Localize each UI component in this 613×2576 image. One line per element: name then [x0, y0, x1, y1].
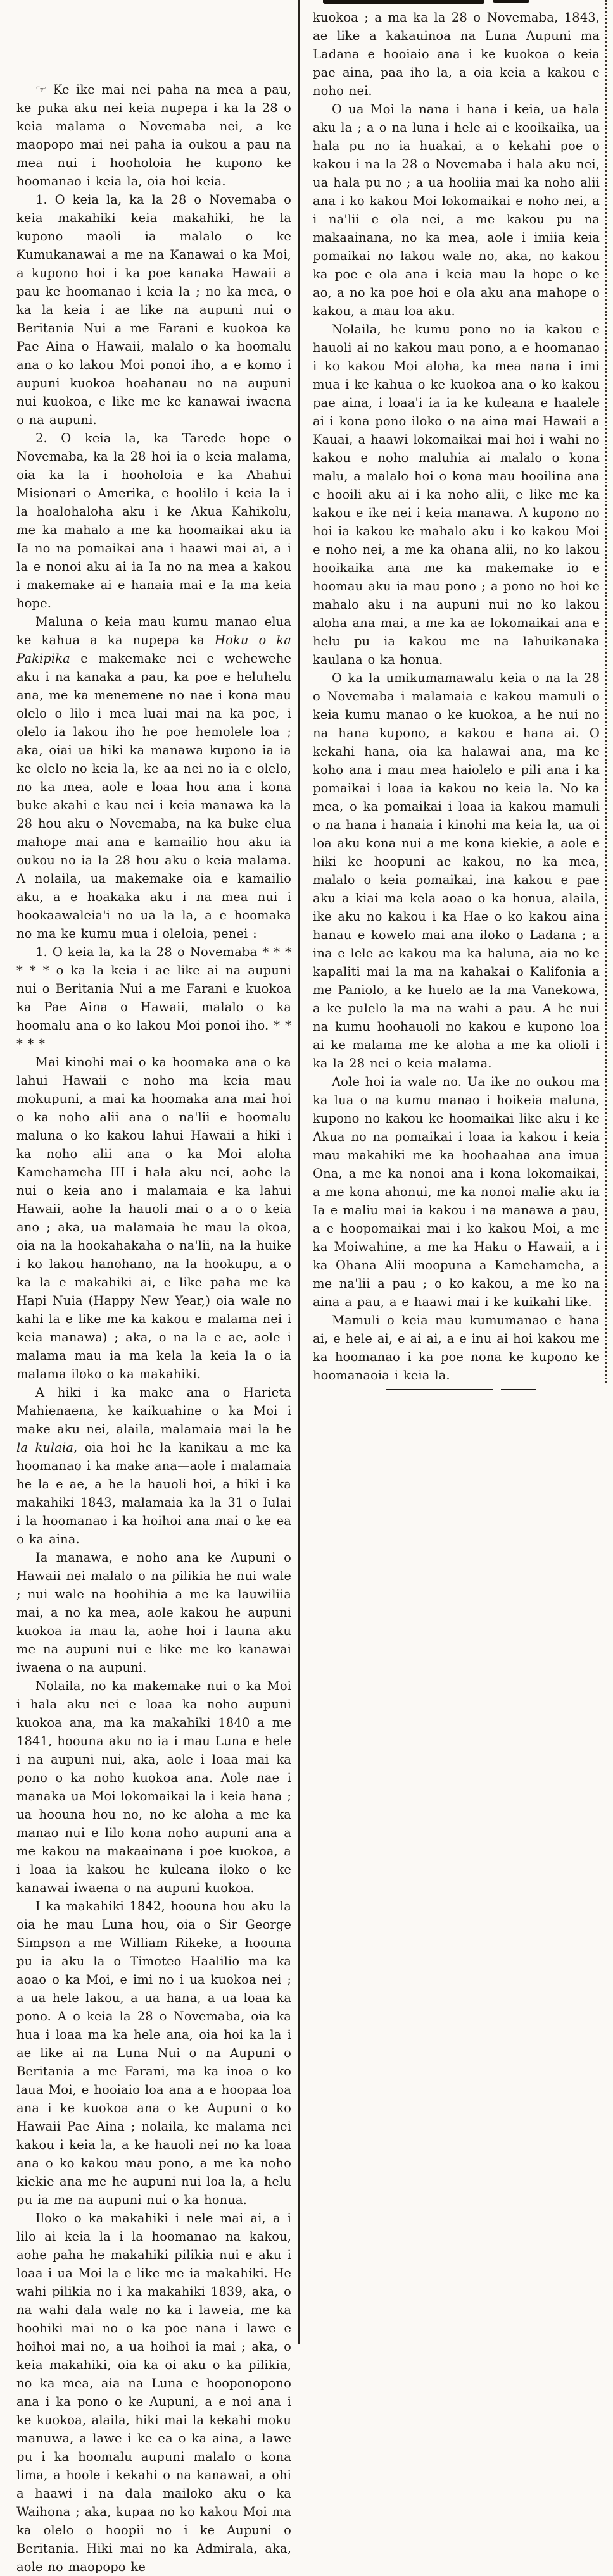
text-run: 1. O keia la, ka la 28 o Novemaba o keia makahiki keia makahiki, he la kupono maoli ia malalo o ke Kumukanawai a me na Kanawai o ka Moi, a kupono hoi i ka poe kanaka Hawaii a pau ke hoomanao i keia la ; no ka mea, o ka la keia i ae like na aupuni nui o Beritania Nui a me Farani e kuokoa ka Pae Aina o Hawaii, malalo o ka hoomalu ana o ko lakou Moi ponoi iho, a e komo i aupuni kuokoa hoahanau no na aupuni nui kuokoa, e like me ke kanawai iwaena o na aupuni. — [16, 192, 291, 427]
rule-segment — [386, 1389, 493, 1390]
text-run: O ka la umikumamawalu keia o na la 28 o Novemaba i malamaia e kakou mamuli o keia kumu manao o ke kuokoa, a he nui no na hana kupono, a kakou e hana ai. O kekahi hana, oia ka halawai ana, ma ke koho ana i mau mea haiolelo e pili ana i ka pomaikai i loaa ia kakou no keia la. No ka mea, o ka pomaikai i loaa ia kakou mamuli o na hana i hanaia i kinohi ma keia la, ua oi loa aku kona nui a me kona kiekie, a aole e hiki ke hoopuni ae kakou, no ka mea, malalo o keia pomaikai, ina kakou e pae aku a kiai ma kela aoao o ka honua, alaila, ike aku no kakou i ka Hae o ko kakou aina hanau e kowelo mai ana iloko o Ladana ; a ina e lele ae kakou ma ka haluna, aia no ke kapaliti mai la ma na kahakai o Kalifonia a me Paniolo, a ke huelo ae la ma Vanekowa, a ke pulelo la ma na wahi a pau. A he nui na kumu hoohauoli no kakou e kupono loa ai ke malama me ke aloha a me ka olioli i ka la 28 nei o keia malama. — [313, 671, 600, 1071]
paragraph — [16, 1383, 291, 1548]
column-divider-rule — [298, 0, 300, 2344]
text-run: e makemake nei e wehewehe aku i na kanaka a pau, ka poe e heluhelu ana, me ka menemene no nae i kona mau olelo o lilo i mea luai mai na ka poe, i olelo ia lakou iho he poe hemolele loa ; aka, oiai ua hiki ka manawa kupono ia ia ke olelo no keia la, ke aa nei no ia e olelo, no ka mea, aole e loaa hou ana i kona buke akahi e kau nei i keia manawa ka la 28 hou aku o Novemaba, na ka buke elua mahope mai ana e kamailio hou aku ia oukou no ia la 28 hou aku o keia malama. A nolaila, ua makemake oia e kamailio aku, a e hoakaka aku i na mea nui i hookaawaleia'i no ua la la, a e hoomaka no ma ke kumu mua i oleloia, penei : — [16, 651, 291, 941]
paragraph — [16, 613, 291, 943]
text-run: 1. O keia la, ka la 28 o Novemaba * * * * * * o ka la keia i ae like ai na aupuni nui o Beritania Nui a me Farani e kuokoa ka Pae Aina o Hawaii, malalo o ka hoomalu ana o ko lakou Moi ponoi iho. * * * * * — [16, 945, 291, 1051]
text-run: , oia hoi he la kanikau a me ka hoomanao i ka make ana—aole i malamaia he la e ae, a he la hauoli hoi, a hiki i ka makahiki 1843, malamaia ka la 31 o Iulai i la hoomanao i ka hoihoi ana mai o ke ea o ka aina. — [16, 1440, 292, 1546]
paragraph — [16, 1053, 291, 1383]
clipped-text-fragment — [323, 0, 484, 4]
paragraph — [16, 2209, 291, 2576]
paragraph — [313, 1073, 600, 1311]
text-run: Maluna o keia mau kumu manao elua ke kahua a ka nupepa ka — [16, 614, 291, 647]
text-run: kuokoa ; a ma ka la 28 o Novemaba, 1843, ae like a kakauinoa na Luna Aupuni ma Ladana e hooiaio ana i ke kuokoa o keia pae aina, paa iho la, a oia keia a kakou e noho nei. — [313, 10, 600, 98]
text-run: Nolaila, no ka makemake nui o ka Moi i hala aku nei e loaa ka noho aupuni kuokoa ana, ma ka makahiki 1840 a me 1841, hoouna aku no ia i mau Luna e hele i na aupuni nui, aka, aole i loaa mai ka pono o ka noho kuokoa ana. Aole nae i manaka ua Moi lokomaikai la i keia hana ; ua hoouna hou no, no ke aloha a me ka manao nui e lilo kona noho aupuni ana a me kakou na makaainana i poe kuokoa, a i loaa ia kakou he kuleana iloko o ke kanawai iwaena o na aupuni kuokoa. — [16, 1679, 291, 1895]
text-run: Mai kinohi mai o ka hoomaka ana o ka lahui Hawaii e noho ma keia mau mokupuni, a mai ka hoomaka ana mai hoi o ka noho alii ana o na'lii e hoomalu maluna o ko kakou lahui Hawaii a hiki i ka noho alii ana o ka Moi aloha Kamehameha III i hala aku nei, aohe la nui o keia ano i malamaia e ka lahui Hawaii, aohe la hauoli mai o a o o keia ano ; aka, ua malamaia he mau la okoa, oia na la hookahakaha o na'lii, na la huike i ko lakou hanohano, na la hookupu, a o ka la e makahiki ai, e like paha me ka Hapi Nuia (Happy New Year,) oia wale no kahi la e like me ka kakou e malama nei i keia manawa) ; aka, o na la e ae, aole i malama mau ia ma kela la keia la o ia malama iloko o ka makahiki. — [16, 1055, 291, 1381]
text-run: Mamuli o keia mau kumumanao e hana ai, e hele ai, e ai ai, a e inu ai hoi kakou me ka hoomanao i ka poe nona ke kupono ke hoomanaoia i keia la. — [313, 1313, 600, 1383]
paragraph — [313, 320, 600, 669]
text-run: I ka makahiki 1842, hoouna hou aku la oia he mau Luna hou, oia o Sir George Simpson a me William Rikeke, a hoouna pu ia aku la o Timoteo Haalilio ma ka aoao o ka Moi, e imi no i ua kuokoa nei ; a ua hele lakou, a ua hana, a ua loaa ka pono. A o keia la 28 o Novemaba, oia ka hua i loaa ma ka hele ana, oia hoi ka la i ae like ai na Luna Nui o na Aupuni o Beritania a me Farani, ma ka inoa o ko laua Moi, e hooiaio loa ana a e hoopaa loa ana i ke kuokoa ana o ke Aupuni o ko Hawaii Pae Aina ; nolaila, ke malama nei kakou i keia la, a ke hauoli nei no ka loaa ana o ko kakou mau pono, a me ka noho kiekie ana me he aupuni nui loa la, a helu pu ia me na aupuni nui o ka honua. — [16, 1899, 291, 2207]
clipped-text-fragment — [493, 0, 529, 3]
text-run: Iloko o ka makahiki i nele mai ai, a i lilo ai keia la i la hoomanao na kakou, aohe paha he makahiki pilikia nui e aku i loaa i ua Moi la e like me ia makahiki. He wahi pilikia no i ka makahiki 1839, aka, o na wahi dala wale no ka i laweia, me ka hoohiki mai no o ka poe nana i lawe e hoihoi mai no, a ua hoihoi ia mai ; aka, o keia makahiki, oia ka oi aku o ka pilikia, no ka mea, aia na Luna e hooponopono ana i ka pono o ke Aupuni, a e noi ana i ke kuokoa, alaila, hiki mai la kekahi moku manuwa, a lawe i ke ea o ka aina, a lawe pu i ka hoomalu aupuni malalo o kona lima, a hoole i kekahi o na kanawai, a ohi a haawi i na dala mailoko aku o ka Waihona ; aka, kupaa no ko kakou Moi ma ka olelo o hoopii no i ke Aupuni o Beritania. Hiki mai no ka Admirala, aka, aole no maopopo ke — [16, 2211, 291, 2574]
paragraph — [313, 1311, 600, 1384]
paragraph — [313, 8, 600, 100]
paragraph — [16, 80, 291, 190]
text-run: 2. O keia la, ka Tarede hope o Novemaba, ka la 28 hoi ia o keia malama, oia ka la i hooholoia e ka Ahahui Misionari o Amerika, e hoolilo i keia la i la hoalohaloha aku i ke Akua Kahikolu, me ka mahalo a me ka hoomaikai aku ia Ia no na pomaikai ana i haawi mai ai, a i la e nonoi aku ai ia Ia no na mea a kakou i makemake ai e hanaia mai e Ia ma keia hope. — [16, 431, 291, 611]
rule-segment — [501, 1389, 536, 1390]
paragraph — [313, 669, 600, 1073]
right-column — [313, 8, 600, 1390]
text-run: Ke ike mai nei paha na mea a pau, ke puka aku nei keia nupepa i ka la 28 o keia malama o Novemaba nei, a ke maopopo mai nei paha ia oukou a pau na mea nui i hooholoia he kupono ke hoomanao i keia la, oia hoi keia. — [16, 82, 291, 189]
right-edge-rule — [605, 0, 607, 1383]
article-end-rule — [386, 1389, 600, 1390]
paragraph — [16, 1677, 291, 1897]
manicule-icon: ☞ — [35, 82, 47, 97]
text-run: Nolaila, he kumu pono no ia kakou e hauoli ai no kakou mau pono, a e hoomanao i ko kakou Moi aloha, ka mea nana i imi mua i ke kahua o ke kuokoa ana o ko kakou pae aina, i loaa'i ia ia ke kuleana e haalele ai i kona pono iloko o na aina mai Hawaii a Kauai, a haawi lokomaikai mai hoi i wahi no kakou e noho maluhia ai malalo o kona malu, a malalo hoi o kona mau hooilina ana e hooili aku ai i ka noho alii, e like me ka kakou e ike nei i keia manawa. A kupono no hoi ia kakou ke mahalo aku i ko kakou Moi e noho nei, a me ka ohana alii, no ko lakou hooikaika ana me ka makemake io e hoomau aku ia mau pono ; a pono no hoi ke mahalo aku i na aupuni nui no ko lakou aloha ana mai, a me ka ae lokomaikai ana e helu pu ia kakou me na lahuikanaka kaulana o ka honua. — [313, 322, 600, 667]
text-run: Hoku o ka Pakipika — [16, 633, 291, 666]
text-run: O ua Moi la nana i hana i keia, ua hala aku la ; a o na luna i hele ai e kooikaika, ua hala pu no ia huakai, a o kekahi poe o kakou i na la 28 o Novemaba i hala aku nei, ua hala pu no ; a ua hooliia mai ka noho alii ana i ko kakou Moi lokomaikai e noho nei, a i na'lii e ola nei, a me kakou pu na makaainana, no ka mea, aole i imiia keia pomaikai no lakou wale no, aka, no kakou ka poe e ola ana i keia mau la hope o ke ao, a no ka poe hoi e ola aku ana mahope o kakou, a mau loa aku. — [313, 102, 600, 318]
text-run: Aole hoi ia wale no. Ua ike no oukou ma ka lua o na kumu manao i hoikeia maluna, kupono no kakou ke hoomaikai like aku i ke Akua no na pomaikai i loaa ia kakou i keia mau makahiki me ka hoohaahaa ana imua Ona, a me ka nonoi ana i kona lokomaikai, a me kona ahonui, me ka nonoi malie aku ia Ia e maliu mai ia kakou i na manawa a pau, a e hoopomaikai mai i ko kakou Moi, a me ka Moiwahine, a me ka Haku o Hawaii, a i ka Ohana Alii moopuna a Kamehameha, a me na'lii a pau ; o ko kakou, a me ko na aina a pau, a e haawi mai i ke kuikahi like. — [313, 1074, 600, 1309]
text-run: la kulaia — [16, 1440, 74, 1455]
text-run: Ia manawa, e noho ana ke Aupuni o Hawaii nei malalo o na pilikia he nui wale ; nui wale na hoohihia a me ka lauwiliia mai, a no ka mea, aole kakou he aupuni kuokoa ia mau la, aohe hoi i launa aku me na aupuni nui e like me ko kanawai iwaena o na aupuni. — [16, 1550, 291, 1675]
paragraph — [16, 190, 291, 429]
paragraph — [16, 1897, 291, 2209]
paragraph — [16, 429, 291, 613]
left-column — [16, 80, 291, 2576]
paragraph — [313, 100, 600, 320]
text-run: A hiki i ka make ana o Harieta Mahienaena, ke kaikuahine o ka Moi i make aku nei, alaila, malamaia mai la he — [16, 1385, 291, 1436]
paragraph — [16, 943, 291, 1053]
paragraph — [16, 1548, 291, 1677]
